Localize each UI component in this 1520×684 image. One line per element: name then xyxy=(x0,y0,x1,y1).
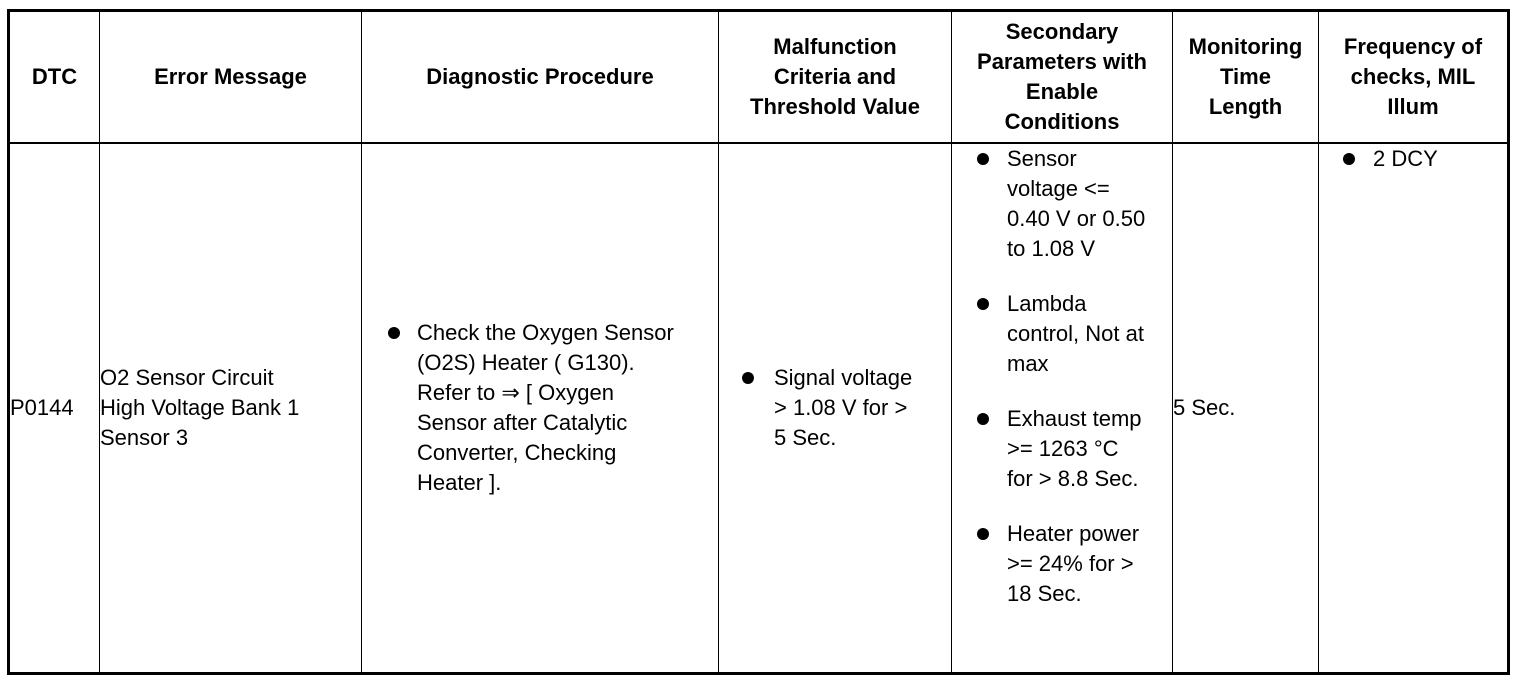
header-monitoring-time: Monitoring Time Length xyxy=(1173,11,1319,143)
malfunction-criteria xyxy=(719,143,952,674)
list-item: Sensor voltage <= 0.40 V or 0.50 to 1.08 V xyxy=(952,144,1172,264)
list-item: Exhaust temp >= 1263 °C for > 8.8 Sec. xyxy=(952,404,1172,494)
list-item: Signal voltage > 1.08 V for > 5 Sec. xyxy=(719,363,951,453)
dtc-table xyxy=(7,9,1510,675)
bullet-icon xyxy=(1343,153,1355,165)
header-row xyxy=(9,11,1509,143)
dtc-code: P0144 xyxy=(9,143,100,674)
header-diagnostic-procedure: Diagnostic Procedure xyxy=(362,11,719,143)
list-item: 2 DCY xyxy=(1319,144,1507,174)
bullet-icon xyxy=(977,298,989,310)
bullet-icon xyxy=(388,327,400,339)
header-dtc: DTC xyxy=(9,11,100,143)
secondary-parameters xyxy=(952,143,1173,674)
list-item: Lambda control, Not at max xyxy=(952,289,1172,379)
header-secondary-parameters: Secondary Parameters with Enable Conditions xyxy=(952,11,1173,143)
table-row xyxy=(9,143,1509,674)
diagnostic-procedure xyxy=(362,143,719,674)
list-item: Check the Oxygen Sensor (O2S) Heater ( G130). Refer to ⇒ [ Oxygen Sensor after Catalytic Converter, Checking Heater ]. xyxy=(362,318,718,498)
monitoring-time: 5 Sec. xyxy=(1173,143,1319,674)
error-message: O2 Sensor Circuit High Voltage Bank 1 Sensor 3 xyxy=(100,143,362,674)
bullet-icon xyxy=(977,153,989,165)
header-malfunction-criteria: Malfunction Criteria and Threshold Value xyxy=(719,11,952,143)
bullet-icon xyxy=(742,372,754,384)
bullet-icon xyxy=(977,413,989,425)
frequency xyxy=(1319,143,1509,674)
header-frequency: Frequency of checks, MIL Illum xyxy=(1319,11,1509,143)
bullet-icon xyxy=(977,528,989,540)
header-error-message: Error Message xyxy=(100,11,362,143)
list-item: Heater power >= 24% for > 18 Sec. xyxy=(952,519,1172,609)
